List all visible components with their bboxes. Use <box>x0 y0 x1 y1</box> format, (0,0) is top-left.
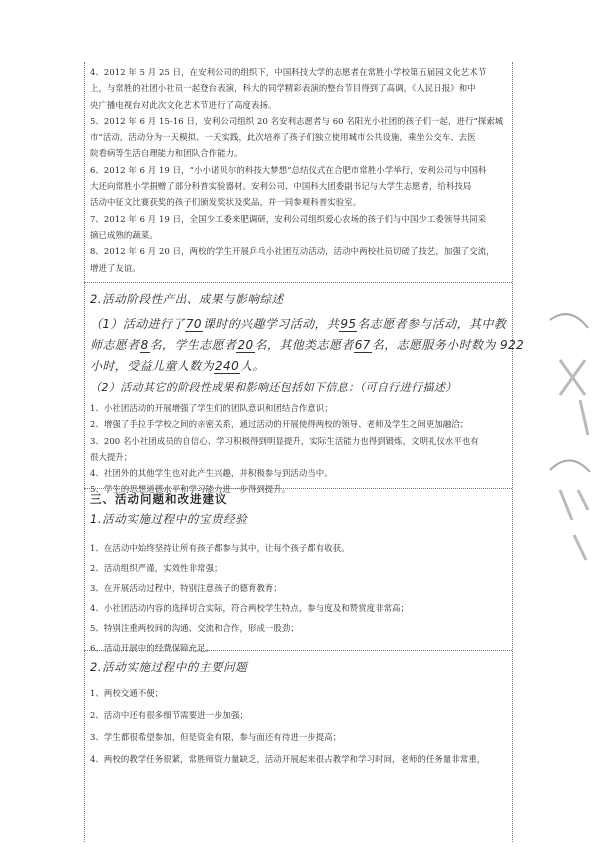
section-2-heading: 2.活动阶段性产出、成果与影响综述 <box>90 292 284 306</box>
text: 小时，受益儿童人数为 <box>90 359 215 373</box>
list-line: 4、社团外的其他学生也对此产生兴趣，并积极参与到活动当中。 <box>90 468 333 479</box>
stats-line-1 <box>90 314 506 335</box>
right-border <box>512 62 513 842</box>
list-line: 4、两校的教学任务很紧，常胜师资力量缺乏，活动开展起来很占教学和学习时间，老师的任务量非常重， <box>90 754 486 764</box>
list-line: 3、在开展活动过程中，特别注意孩子的德育教育； <box>90 583 282 593</box>
divider <box>84 282 512 283</box>
list-line: 5、2012 年 6 月 15-16 日，安利公司组织 20 名安利志愿者与 60 名阳光小社团的孩子们一起，进行“探索城 <box>90 115 504 126</box>
text: 人。 <box>240 359 265 373</box>
text: 师志愿者 <box>90 338 140 352</box>
list-line: 6、2012 年 6 月 19 日，“小小诺贝尔的科技大梦想”总结仪式在合肥市常胜小学举行，安利公司与中国科 <box>90 164 487 175</box>
subsection-problems <box>90 658 506 770</box>
divider <box>84 488 512 489</box>
list-line: 4、2012 年 5 月 25 日，在安利公司的组织下，中国科技大学的志愿者在常胜小学校第五届园文化艺术节 <box>90 67 487 77</box>
teachers-value: 8 <box>140 338 149 352</box>
stats-line-2 <box>90 335 525 356</box>
list-line: 很大提升； <box>90 451 133 462</box>
list-line: 1、在活动中始终坚持让所有孩子都参与其中，让每个孩子都有收获。 <box>90 543 350 553</box>
subsection-problems-heading: 2.活动实施过程中的主要问题 <box>90 660 248 674</box>
seal-mark <box>530 300 594 450</box>
text: （1）活动进行了 <box>90 317 185 331</box>
list-line: 2、活动中还有很多细节需要进一步加强； <box>90 710 248 720</box>
list-line: 院看病等生活自理能力和团队合作能力。 <box>90 148 243 159</box>
subsection-experience-heading: 1.活动实施过程中的宝贵经验 <box>90 512 248 526</box>
list-line: 3、学生都很希望参加，但是资金有限，参与面还有待进一步提高； <box>90 732 342 742</box>
list-line: 摘已成熟的蔬菜。 <box>90 229 158 240</box>
volunteers-value: 95 <box>340 317 357 331</box>
list-line: 7、2012 年 6 月 19 日，全国少工委来肥调研，安利公司组织爱心农场的孩子们与中国少工委领导共同采 <box>90 213 487 224</box>
list-line: 3、200 名小社团成员的自信心、学习积极得到明显提升，实际生活能力也得到锻炼，文明礼仪水平也有 <box>90 435 479 446</box>
list-line: 市”活动，活动分为一天模拟、一天实践，此次培养了孩子们独立使用城市公共设施，乘坐公交车、去医 <box>90 132 476 143</box>
list-line: 5、学生的思想道德水平和学习能力进一步得到提升。 <box>90 484 291 495</box>
list-line: 1、小社团活动的开展增强了学生们的团队意识和团结合作意识； <box>90 403 333 413</box>
hours-value: 70 <box>185 317 202 331</box>
text: 名，其他类志愿者 <box>254 338 354 352</box>
list-line: 大还向常胜小学捐赠了部分科普实验器材。安利公司、中国科大团委副书记与大学生志愿者，给科技局 <box>90 181 472 192</box>
list-line: 6、活动开展中的经费保障充足。 <box>90 643 215 653</box>
divider <box>84 650 512 651</box>
list-line: 增进了友谊。 <box>90 262 141 273</box>
seal-mark <box>530 450 594 570</box>
section-3 <box>90 490 506 658</box>
text: 名，学生志愿者 <box>149 338 237 352</box>
list-line: 上，与常胜的社团小社员一起登台表演，科大的同学精彩表演的整台节目得到了高调，《人民日报》和中 <box>90 83 476 94</box>
activity-list <box>90 64 506 276</box>
list-line: 2、活动组织严谨，实效性非常强； <box>90 563 223 573</box>
list-line: 活动中征文比赛获奖的孩子们颁发奖状及奖品，并一同参观科普实验室。 <box>90 197 362 208</box>
stats-line-3 <box>90 356 506 377</box>
list-line: 5、特别注重两校间的沟通、交流和合作，形成一股劲； <box>90 623 299 633</box>
others-value: 67 <box>354 338 371 352</box>
list-line: 1、两校交通不便； <box>90 688 164 698</box>
section-2 <box>90 290 525 498</box>
students-value: 20 <box>237 338 254 352</box>
beneficiaries-value: 240 <box>215 359 240 373</box>
list-line: 央广播电视台对此次文化艺术节进行了高度表扬。 <box>90 99 277 110</box>
text: 课时的兴趣学习活动，共 <box>202 317 340 331</box>
list-line: 4、小社团活动内容的选择切合实际，符合两校学生特点，参与度及和赞赏度非常高； <box>90 603 410 613</box>
section-3-heading: 三、活动问题和改进建议 <box>90 492 228 506</box>
list-line: 8、2012 年 6 月 20 日，两校的学生开展乒乓小社团互动活动，活动中两校社员切磋了技艺，加强了交流， <box>90 246 495 257</box>
text: 名志愿者参与活动，其中教 <box>357 317 507 331</box>
stats-line-4: （2）活动其它的阶段性成果和影响还包括如下信息：（可自行进行描述） <box>90 381 457 394</box>
list-line: 2、增强了手拉手学校之间的亲密关系，通过活动的开展使得两校的领导、老师及学生之间更加融洽； <box>90 419 469 430</box>
left-border <box>84 62 85 842</box>
text: 名，志愿服务小时数为 922 <box>371 338 525 352</box>
